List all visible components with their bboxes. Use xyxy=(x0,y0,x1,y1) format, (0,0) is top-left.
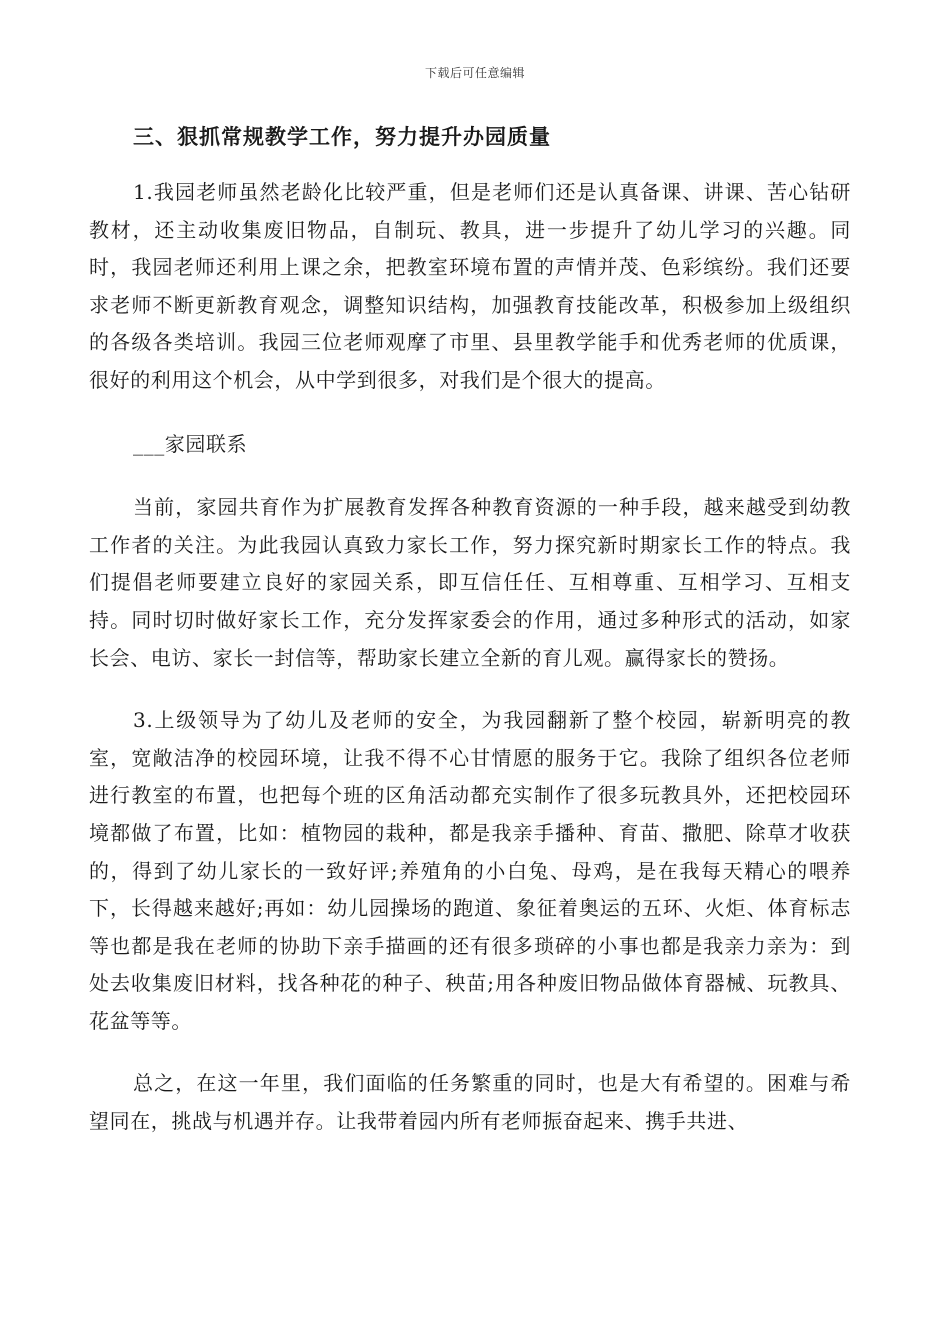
paragraph-home-school: 当前，家园共育作为扩展教育发挥各种教育资源的一种手段，越来越受到幼教工作者的关注。为此我园认真致力家长工作，努力探究新时期家长工作的特点。我们提倡老师要建立良好的家园关系，即互信任任、互相尊重、互相学习、互相支持。同时切时做好家长工作，充分发挥家委会的作用，通过多种形式的活动，如家长会、电访、家长一封信等，帮助家长建立全新的育儿观。赢得家长的赞扬。 xyxy=(89,495,851,670)
section-heading: 三、狠抓常规教学工作，努力提升办园质量 xyxy=(133,124,551,149)
paragraph-summary: 总之，在这一年里，我们面临的任务繁重的同时，也是大有希望的。困难与希望同在，挑战与机遇并存。让我带着园内所有老师振奋起来、携手共进、 xyxy=(89,1071,851,1134)
header-note: 下载后可任意编辑 xyxy=(424,66,525,80)
document-body xyxy=(89,118,851,1141)
paragraph-teaching: 1.我园老师虽然老龄化比较严重，但是老师们还是认真备课、讲课、苦心钻研教材，还主动收集废旧物品，自制玩、教具，进一步提升了幼儿学习的兴趣。同时，我园老师还利用上课之余，把教室环境布置的声情并茂、色彩缤纷。我们还要求老师不断更新教育观念，调整知识结构，加强教育技能改革，积极参加上级组织的各级各类培训。我园三位老师观摩了市里、县里教学能手和优秀老师的优质课，很好的利用这个机会，从中学到很多，对我们是个很大的提高。 xyxy=(89,180,851,392)
paragraph-campus: 3.上级领导为了幼儿及老师的安全，为我园翻新了整个校园，崭新明亮的教室，宽敞洁净的校园环境，让我不得不心甘情愿的服务于它。我除了组织各位老师进行教室的布置，也把每个班的区角活动都充实制作了很多玩教具外，还把校园环境都做了布置，比如：植物园的栽种，都是我亲手播种、育苗、撒肥、除草才收获的，得到了幼儿家长的一致好评;养殖角的小白兔、母鸡，是在我每天精心的喂养下，长得越来越好;再如：幼儿园操场的跑道、象征着奥运的五环、火炬、体育标志等也都是我在老师的协助下亲手描画的还有很多琐碎的小事也都是我亲力亲为：到处去收集废旧材料，找各种花的种子、秧苗;用各种废旧物品做体育器械、玩教具、花盆等等。 xyxy=(89,708,851,1033)
section-label-home-school: ___家园联系 xyxy=(133,431,248,456)
